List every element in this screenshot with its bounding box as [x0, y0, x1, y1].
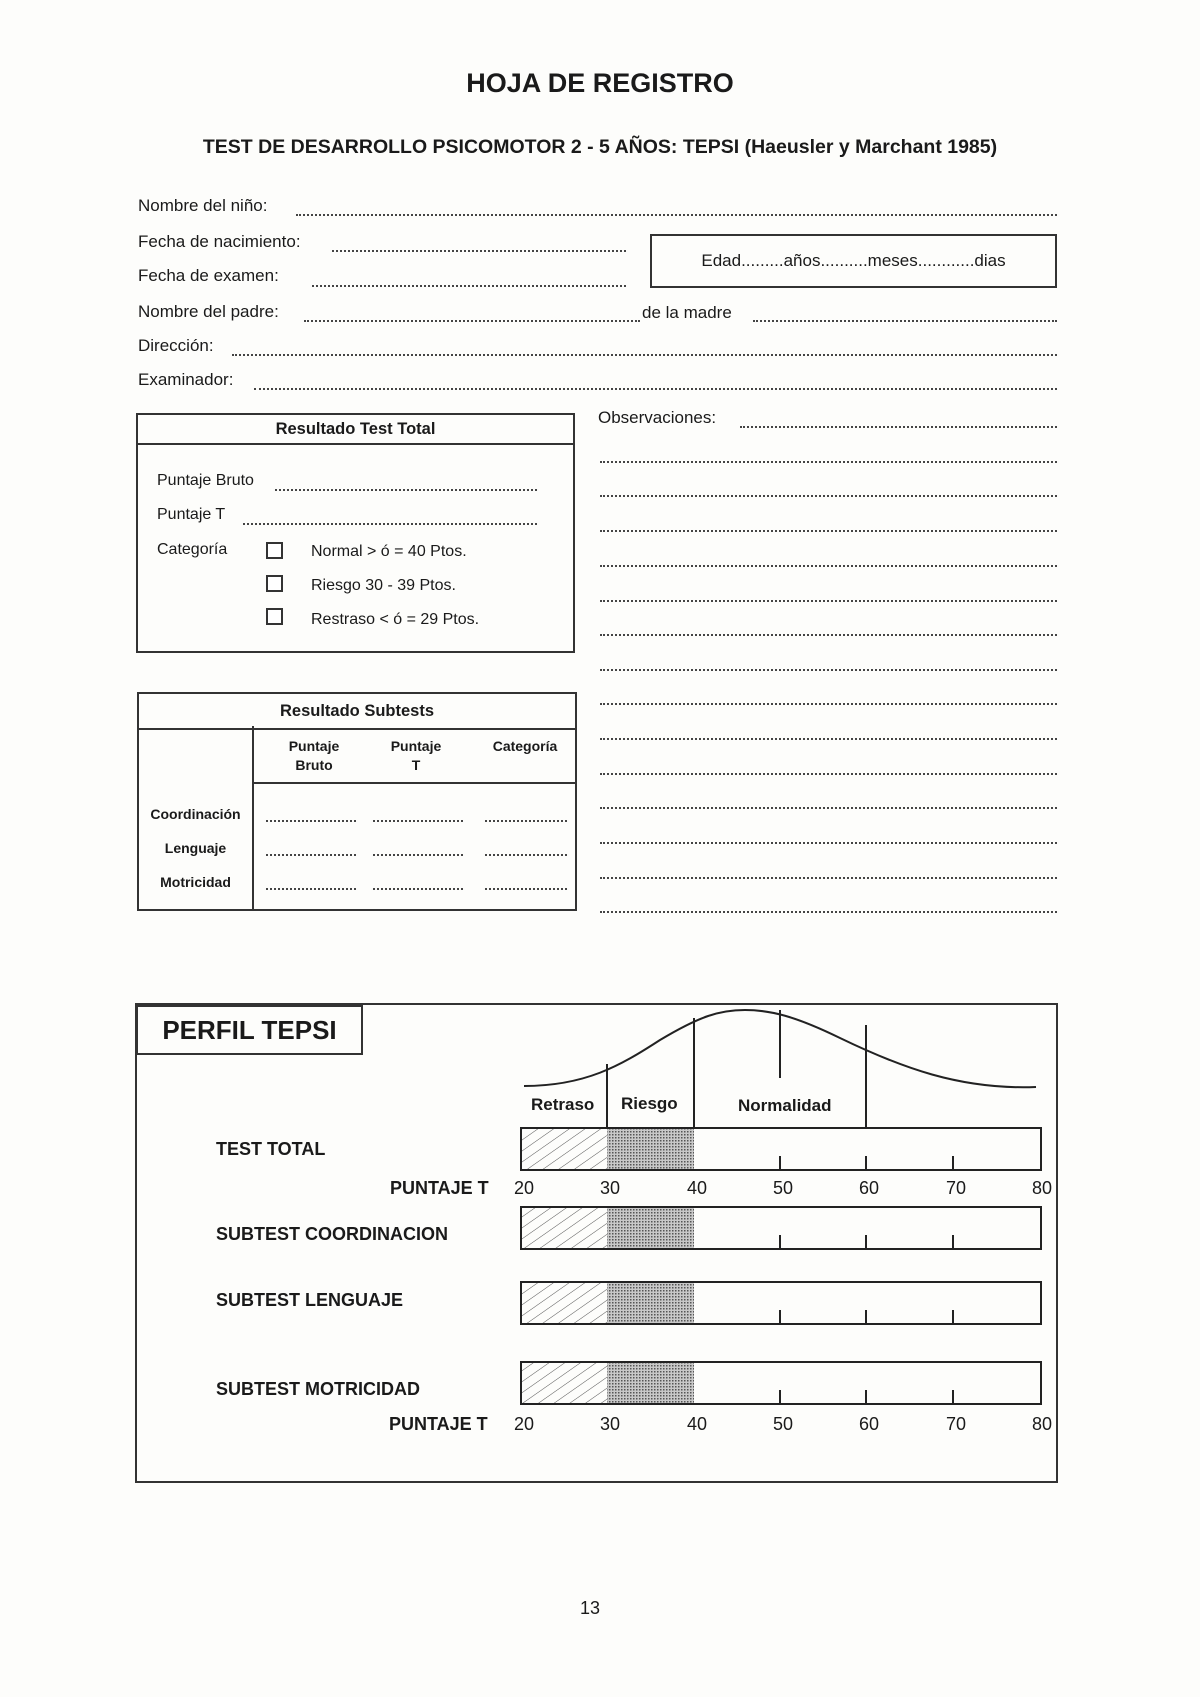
tick-label: 40: [686, 1414, 708, 1434]
axis-label-puntaje-t: PUNTAJE T: [390, 1178, 489, 1198]
tick-label: 60: [858, 1414, 880, 1434]
bar-riesgo-coordinacion: [607, 1207, 694, 1249]
perfil-row-motricidad: SUBTEST MOTRICIDAD: [216, 1379, 420, 1399]
page-number: 13: [579, 1598, 601, 1618]
option-retraso: Restraso < ó = 29 Ptos.: [311, 611, 480, 628]
tick-label: 40: [686, 1178, 708, 1198]
col-header-categoria: Categoría: [492, 738, 558, 754]
perfil-row-lenguaje: SUBTEST LENGUAJE: [216, 1290, 404, 1310]
resultado-total-heading: Resultado Test Total: [138, 415, 573, 445]
edad-box[interactable]: Edad.........años..........meses............dias: [650, 234, 1057, 288]
col-header-line: Puntaje: [390, 738, 442, 754]
tick-label: 60: [858, 1178, 880, 1198]
tick-label: 70: [945, 1414, 967, 1434]
field-label-fecha-nacimiento: Fecha de nacimiento:: [138, 232, 301, 251]
perfil-row-test-total: TEST TOTAL: [216, 1139, 326, 1159]
observaciones-label: Observaciones:: [598, 408, 717, 427]
tick-label: 20: [513, 1414, 535, 1434]
col-header-line: Bruto: [295, 757, 333, 773]
col-header-line: Puntaje: [288, 738, 340, 754]
tick-label: 50: [772, 1414, 794, 1434]
row-label-motricidad: Motricidad: [160, 874, 231, 890]
field-label-nombre-nino: Nombre del niño:: [138, 196, 268, 215]
categoria-label: Categoría: [157, 541, 228, 558]
bar-retraso-motricidad: [521, 1362, 607, 1404]
field-label-direccion: Dirección:: [138, 336, 214, 355]
tick-label: 70: [945, 1178, 967, 1198]
option-riesgo: Riesgo 30 - 39 Ptos.: [311, 577, 456, 594]
zone-label-normalidad: Normalidad: [738, 1096, 832, 1115]
bar-riesgo-lenguaje: [607, 1282, 694, 1324]
page-subtitle: TEST DE DESARROLLO PSICOMOTOR 2 - 5 AÑOS: TEPSI (Haeusler y Marchant 1985): [202, 136, 998, 158]
page-title: HOJA DE REGISTRO: [466, 68, 734, 98]
bar-retraso-test-total: [521, 1128, 607, 1170]
tick-label: 30: [599, 1178, 621, 1198]
resultado-subtests-heading: Resultado Subtests: [139, 694, 575, 730]
row-label-lenguaje: Lenguaje: [164, 840, 227, 856]
tick-label: 80: [1031, 1414, 1053, 1434]
field-label-de-la-madre: de la madre: [642, 303, 732, 322]
bar-retraso-lenguaje: [521, 1282, 607, 1324]
field-label-examinador: Examinador:: [138, 370, 234, 389]
axis-label-puntaje-t: PUNTAJE T: [389, 1414, 488, 1434]
tick-label: 20: [513, 1178, 535, 1198]
bar-riesgo-motricidad: [607, 1362, 694, 1404]
option-normal: Normal > ó = 40 Ptos.: [311, 543, 467, 560]
field-label-fecha-examen: Fecha de examen:: [138, 266, 279, 285]
col-header-line: T: [411, 757, 421, 773]
tick-label: 50: [772, 1178, 794, 1198]
puntaje-bruto-label: Puntaje Bruto: [157, 472, 254, 489]
puntaje-t-label: Puntaje T: [157, 506, 226, 523]
perfil-row-coordinacion: SUBTEST COORDINACION: [216, 1224, 449, 1244]
perfil-title: PERFIL TEPSI: [136, 1005, 363, 1055]
zone-label-riesgo: Riesgo: [621, 1094, 678, 1113]
zone-label-retraso: Retraso: [531, 1095, 595, 1114]
tick-label: 80: [1031, 1178, 1053, 1198]
bar-riesgo-test-total: [607, 1128, 694, 1170]
row-label-coordinacion: Coordinación: [150, 806, 241, 822]
tick-label: 30: [599, 1414, 621, 1434]
bar-retraso-coordinacion: [521, 1207, 607, 1249]
field-label-nombre-padre: Nombre del padre:: [138, 302, 279, 321]
